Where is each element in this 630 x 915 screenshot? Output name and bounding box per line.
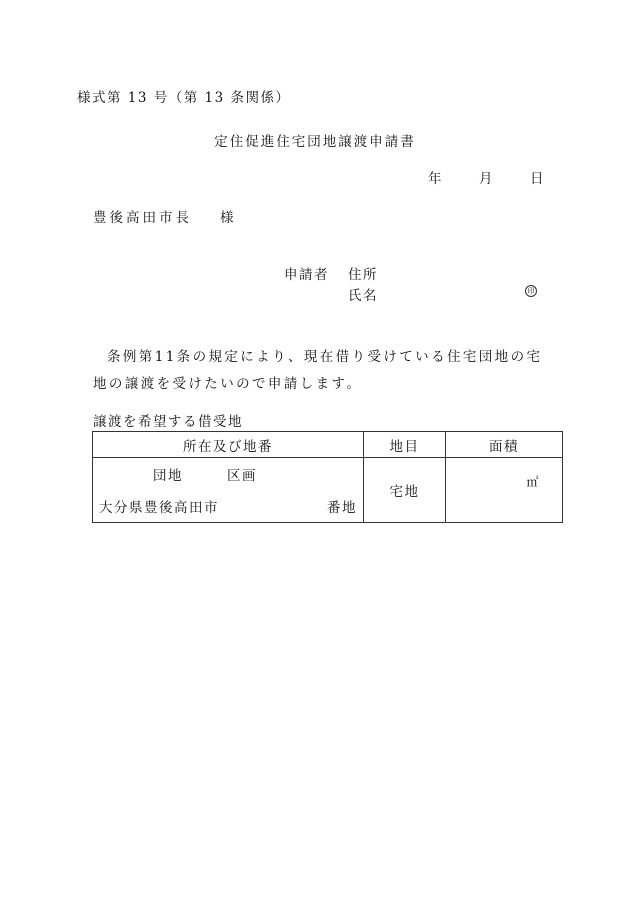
header-location: 所在及び地番 — [93, 432, 364, 458]
addressee-name: 豊後高田市長 — [93, 210, 192, 226]
land-category-cell: 宅地 — [364, 458, 446, 523]
header-land-category: 地目 — [364, 432, 446, 458]
document-title: 定住促進住宅団地譲渡申請書 — [214, 134, 416, 150]
header-area: 面積 — [446, 432, 563, 458]
table-row — [93, 458, 563, 523]
location-cell — [93, 458, 364, 523]
addressee-honorific: 様 — [220, 210, 237, 226]
table-heading: 譲渡を希望する借受地 — [93, 414, 243, 430]
seal-mark: 印 — [525, 285, 537, 297]
table-header-row — [93, 432, 563, 458]
address-label: 住所 — [348, 267, 378, 283]
date-month: 月 — [479, 171, 494, 187]
land-table — [92, 431, 563, 523]
date-day: 日 — [530, 171, 545, 187]
area-cell: ㎡ — [446, 458, 563, 523]
date-year: 年 — [428, 171, 443, 187]
date-line — [428, 167, 545, 187]
body-text: 条例第11条の規定により、現在借り受けている住宅団地の宅地の譲渡を受けたいので申請します。 — [93, 349, 543, 392]
danchi-label: 団地 — [153, 468, 183, 484]
addressee — [93, 206, 237, 226]
form-number: 様式第 13 号（第 13 条関係） — [77, 90, 291, 106]
kukaku-label: 区画 — [227, 468, 257, 484]
banchi-label: 番地 — [327, 500, 357, 516]
city-label: 大分県豊後高田市 — [99, 500, 219, 516]
name-label: 氏名 — [348, 288, 378, 304]
applicant-label: 申請者 — [284, 267, 329, 283]
